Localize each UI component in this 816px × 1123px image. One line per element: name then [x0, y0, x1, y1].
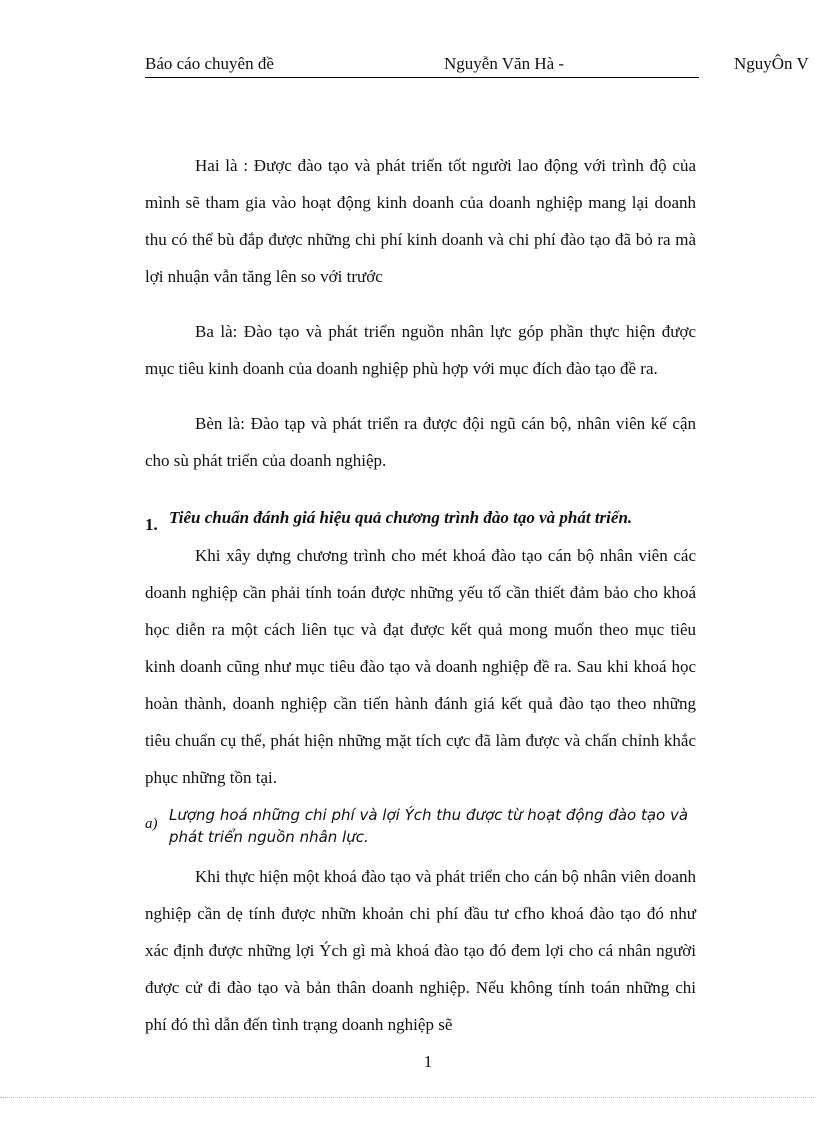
header-author: Nguyễn Văn Hà -	[444, 54, 565, 73]
document-body	[145, 147, 696, 1043]
section-title: Tiêu chuẩn đánh giá hiệu quả chương trình đào tạo và phát triển.	[169, 508, 633, 527]
header-author-truncated: NguyÔn V	[734, 54, 809, 73]
header-report-title: Báo cáo chuyên đề	[145, 54, 274, 73]
subsection-title: Lượng hoá những chi phí và lợi Ých thu được từ hoạt động đào tạo và phát triển nguồn nhân lực.	[169, 806, 689, 846]
paragraph-ba-la: Ba là: Đào tạo và phát triển nguồn nhân lực góp phần thực hiện được mục tiêu kinh doanh của doanh nghiệp phù hợp với mục đích đào tạo đề ra.	[145, 322, 696, 378]
paragraph-hai-la: Hai là : Được đào tạo và phát triển tốt người lao động với trình độ của mình sẽ tham gia vào hoạt động kinh doanh của doanh nghiệp mang lại doanh thu có thể bù đắp được những chi phí kinh doanh và chi phí đào tạo đã bỏ ra mà lợi nhuận vẫn tăng lên so với trước	[145, 156, 696, 286]
paragraph-ben-la: Bèn là: Đào tạp và phát triển ra được đội ngũ cán bộ, nhân viên kế cận cho sù phát triển của doanh nghiệp.	[145, 414, 696, 470]
subsection-number: a)	[145, 816, 158, 832]
section-number: 1.	[145, 515, 158, 534]
subsection-heading	[145, 806, 696, 858]
page-bottom-border	[0, 1097, 816, 1098]
paragraph-subsection: Khi thực hiện một khoá đào tạo và phát triển cho cán bộ nhân viên doanh nghiệp cần dẹ tính được nhữn khoản chi phí đầu tư cfho khoá đào tạo đó như xác định được những lợi Ých gì mà khoá đào tạo đó đem lợi cho cá nhân người được cử đi đào tạo và bản thân doanh nghiệp. Nếu không tính toán những chi phí đó thì dẫn đến tình trạng doanh nghiệp sẽ	[145, 867, 696, 1034]
page-header	[145, 54, 816, 78]
section-heading	[145, 503, 696, 537]
page-number: 1	[423, 1052, 433, 1071]
header-rule	[145, 77, 699, 78]
paragraph-section-intro: Khi xây dựng chương trình cho mét khoá đào tạo cán bộ nhân viên các doanh nghiệp cần phải tính toán được những yếu tố cần thiết đảm bảo cho khoá học diễn ra một cách liên tục và đạt được kết quả mong muốn theo mục tiêu kinh doanh cũng như mục tiêu đào tạo và doanh nghiệp đề ra. Sau khi khoá học hoàn thành, doanh nghiệp cần tiến hành đánh giá kết quả đào tạo theo những tiêu chuẩn cụ thể, phát hiện những mặt tích cực đã làm được và chấn chỉnh khắc phục những tồn tại.	[145, 546, 696, 787]
